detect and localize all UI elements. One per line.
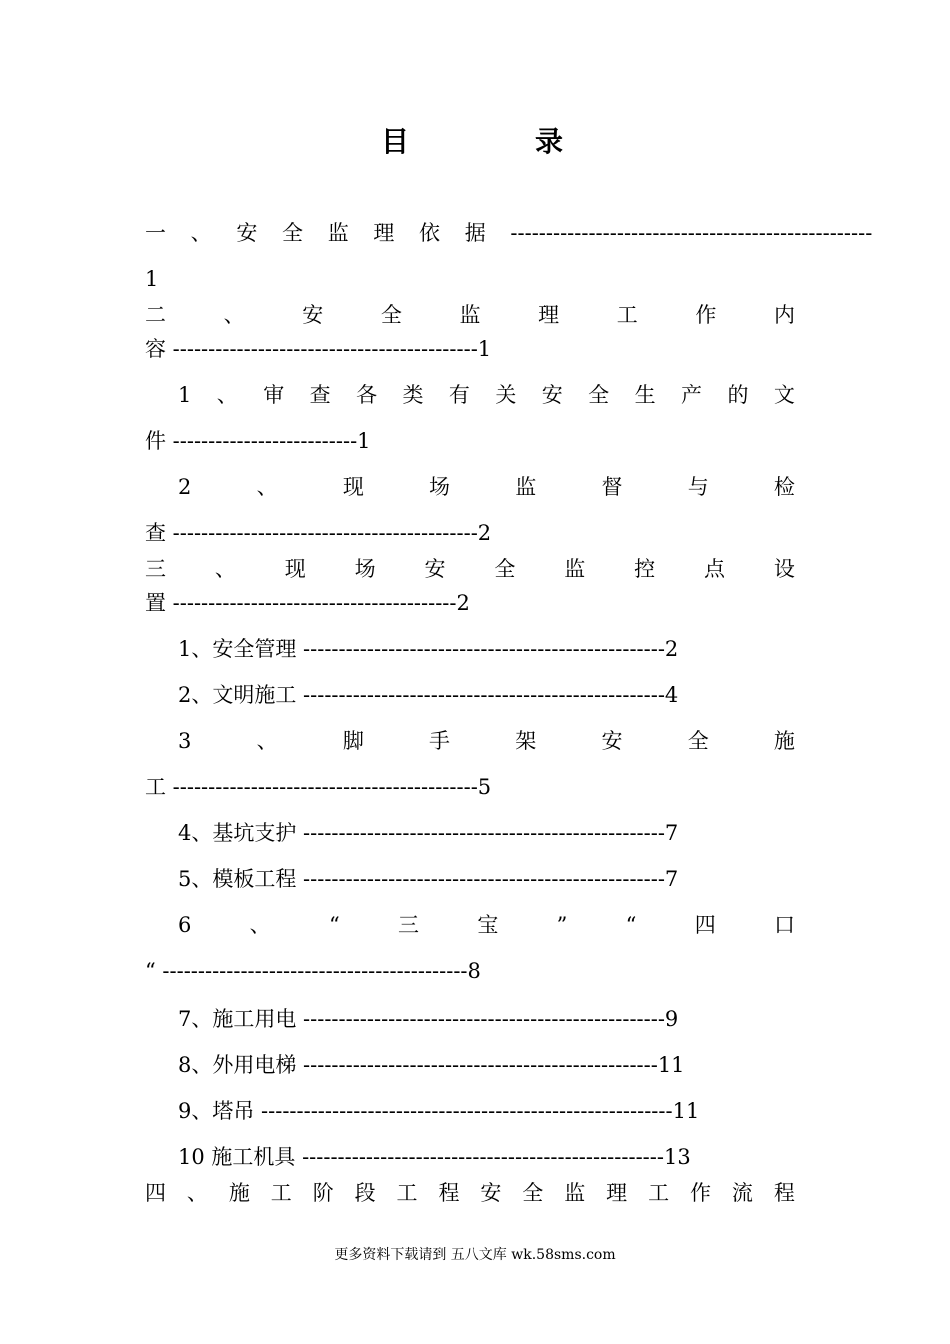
toc-char: 有	[448, 383, 470, 407]
toc-entry-3-tail: 置 ----------------------------------------2	[145, 591, 470, 615]
toc-entry-3-2[interactable]: 2、文明施工 ---------------------------------------------------4	[178, 683, 679, 707]
toc-char: 审	[263, 383, 285, 407]
toc-char: 、	[186, 1181, 208, 1205]
toc-char: 宝	[477, 913, 499, 937]
toc-char: 阶	[312, 1181, 334, 1205]
toc-char: 工	[648, 1181, 670, 1205]
toc-char: 、	[214, 557, 236, 581]
toc-entry-3-10[interactable]: 10 施工机具 ---------------------------------------------------13	[178, 1145, 691, 1169]
toc-char: 理	[606, 1181, 628, 1205]
toc-entry-1-leader: ---------------------------------------------------	[510, 221, 873, 245]
toc-char: 产	[681, 383, 703, 407]
toc-char: 督	[601, 475, 623, 499]
toc-char: 三	[145, 557, 166, 581]
toc-char: 文	[773, 383, 795, 407]
toc-char: 四	[145, 1181, 166, 1205]
toc-entry-3-5[interactable]: 5、模板工程 ---------------------------------------------------7	[178, 867, 679, 891]
toc-entry-3-8[interactable]: 8、外用电梯 --------------------------------------------------11	[178, 1053, 685, 1077]
toc-char: 安	[302, 303, 324, 327]
toc-char: 安	[424, 557, 446, 581]
toc-char: 生	[634, 383, 656, 407]
toc-char: 程	[773, 1181, 795, 1205]
toc-char: 监	[459, 303, 481, 327]
toc-entry-3-7[interactable]: 7、施工用电 ---------------------------------------------------9	[178, 1007, 679, 1031]
toc-char: 安	[541, 383, 563, 407]
toc-char: 内	[774, 303, 795, 327]
toc-char: 手	[429, 729, 451, 753]
toc-char: 工	[396, 1181, 418, 1205]
toc-char: ”	[556, 913, 568, 937]
toc-char: 、	[249, 913, 271, 937]
toc-char: 作	[689, 1181, 711, 1205]
toc-char: 与	[687, 475, 709, 499]
toc-char: 设	[773, 557, 795, 581]
toc-char: 全	[588, 383, 610, 407]
toc-char: 程	[438, 1181, 460, 1205]
page-footer: 更多资料下载请到 五八文库 wk.58sms.com	[334, 1247, 616, 1263]
toc-char: 的	[727, 383, 749, 407]
toc-entry-3-4[interactable]: 4、基坑支护 ---------------------------------------------------7	[178, 821, 679, 845]
toc-char: 安	[480, 1181, 502, 1205]
toc-char: 6	[178, 913, 192, 937]
toc-char: 全	[380, 303, 402, 327]
toc-char: 点	[704, 557, 725, 581]
toc-entry-1-label: 一 、 安 全 监 理 依 据	[145, 221, 511, 245]
toc-char: 全	[522, 1181, 544, 1205]
toc-entry-1[interactable]	[145, 218, 872, 248]
toc-char: 施	[773, 729, 795, 753]
toc-char: 工	[270, 1181, 292, 1205]
document-title	[0, 120, 950, 160]
toc-char: 、	[223, 303, 245, 327]
toc-char: 场	[429, 475, 451, 499]
toc-char: 3	[178, 729, 192, 753]
toc-char: 1	[178, 383, 192, 407]
toc-char: 检	[773, 475, 795, 499]
toc-char: 控	[634, 557, 656, 581]
toc-char: 、	[256, 475, 278, 499]
toc-char: 架	[515, 729, 537, 753]
toc-entry-3-3-tail: 工 -------------------------------------------5	[145, 775, 492, 799]
toc-char: 全	[494, 557, 516, 581]
toc-entry-1-page: 1	[145, 267, 159, 291]
toc-entry-3-3[interactable]	[178, 726, 795, 756]
toc-char: 全	[687, 729, 709, 753]
toc-char: 监	[564, 1181, 586, 1205]
toc-entry-3-9[interactable]: 9、塔吊 ----------------------------------------------------------11	[178, 1099, 700, 1123]
toc-char: 段	[354, 1181, 376, 1205]
toc-entry-3[interactable]	[145, 554, 795, 584]
toc-entry-4[interactable]	[145, 1178, 795, 1208]
title-char-1: 目	[380, 125, 415, 158]
toc-char: 施	[228, 1181, 250, 1205]
toc-char: 各	[356, 383, 378, 407]
toc-entry-2-2[interactable]	[178, 472, 795, 502]
toc-char: 三	[398, 913, 420, 937]
toc-char: 四	[694, 913, 716, 937]
toc-char: 现	[284, 557, 306, 581]
toc-entry-2[interactable]	[145, 300, 795, 330]
toc-char: 关	[495, 383, 517, 407]
toc-char: 类	[402, 383, 424, 407]
toc-char: 工	[616, 303, 638, 327]
toc-char: “	[328, 913, 340, 937]
toc-char: 脚	[342, 729, 364, 753]
toc-char: 、	[216, 383, 238, 407]
title-char-2: 录	[535, 125, 570, 158]
toc-char: “	[625, 913, 637, 937]
toc-entry-2-1[interactable]	[178, 380, 795, 410]
toc-char: 流	[731, 1181, 753, 1205]
toc-char: 查	[309, 383, 331, 407]
toc-char: 监	[564, 557, 586, 581]
toc-char: 、	[256, 729, 278, 753]
toc-char: 安	[601, 729, 623, 753]
toc-entry-2-2-tail: 查 -------------------------------------------2	[145, 521, 492, 545]
toc-char: 2	[178, 475, 192, 499]
toc-entry-2-tail: 容 -------------------------------------------1	[145, 337, 492, 361]
toc-entry-3-6-tail: “ -------------------------------------------8	[145, 959, 481, 983]
toc-char: 作	[695, 303, 717, 327]
toc-char: 二	[145, 303, 166, 327]
toc-char: 监	[515, 475, 537, 499]
toc-char: 口	[774, 913, 795, 937]
toc-char: 现	[342, 475, 364, 499]
toc-entry-3-1[interactable]: 1、安全管理 ---------------------------------------------------2	[178, 637, 679, 661]
toc-entry-2-1-tail: 件 --------------------------1	[145, 429, 371, 453]
toc-char: 场	[354, 557, 376, 581]
toc-entry-3-6[interactable]	[178, 910, 795, 940]
toc-char: 理	[538, 303, 560, 327]
